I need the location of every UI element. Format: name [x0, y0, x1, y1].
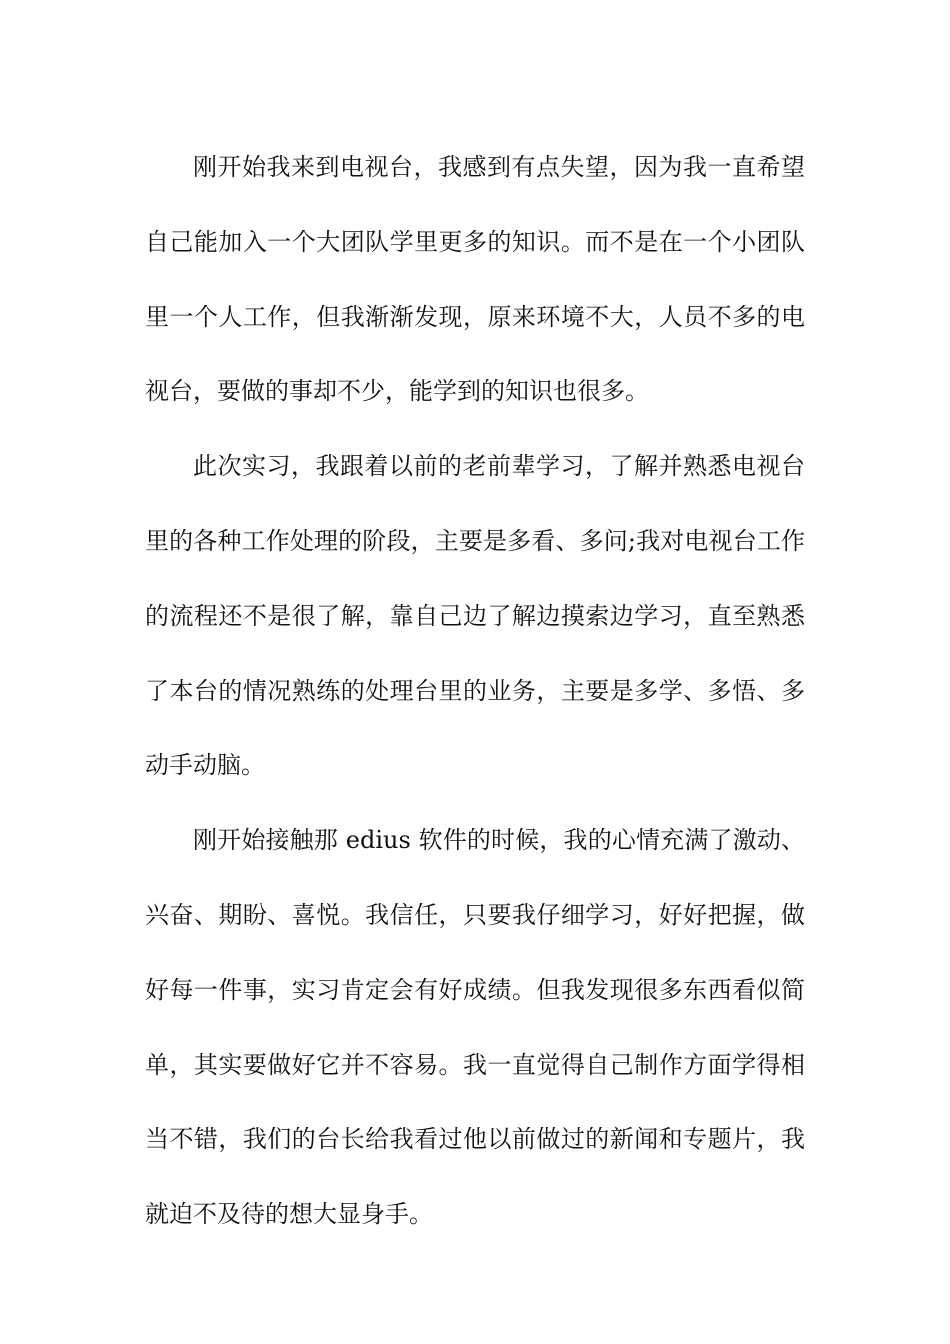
- paragraph-line: 视台，要做的事却不少，能学到的知识也很多。: [145, 377, 649, 406]
- paragraph-line: 单，其实要做好它并不容易。我一直觉得自己制作方面学得相: [145, 1050, 805, 1079]
- paragraph-line: 就迫不及待的想大显身手。: [145, 1200, 433, 1229]
- paragraph-line: 此次实习，我跟着以前的老前辈学习，了解并熟悉电视台: [193, 452, 805, 481]
- paragraph-line: 刚开始接触那 edius 软件的时候，我的心情充满了激动、: [193, 826, 805, 855]
- document-body: [145, 130, 805, 1252]
- paragraph-line: 兴奋、期盼、喜悦。我信任，只要我仔细学习，好好把握，做: [145, 900, 805, 929]
- paragraph-line: 自己能加入一个大团队学里更多的知识。而不是在一个小团队: [145, 227, 805, 256]
- paragraph-line: 好每一件事，实习肯定会有好成绩。但我发现很多东西看似简: [145, 975, 805, 1004]
- paragraph-line: 的流程还不是很了解，靠自己边了解边摸索边学习，直至熟悉: [145, 601, 805, 630]
- paragraph-3: [145, 803, 805, 1252]
- paragraph-2: [145, 429, 805, 803]
- paragraph-line: 刚开始我来到电视台，我感到有点失望，因为我一直希望: [193, 153, 805, 181]
- paragraph-line: 当不错，我们的台长给我看过他以前做过的新闻和专题片，我: [145, 1125, 805, 1154]
- paragraph-line: 了本台的情况熟练的处理台里的业务，主要是多学、多悟、多: [145, 676, 805, 705]
- paragraph-line: 动手动脑。: [145, 751, 265, 780]
- paragraph-1: [145, 130, 805, 429]
- paragraph-line: 里的各种工作处理的阶段，主要是多看、多问;我对电视台工作: [145, 526, 805, 555]
- paragraph-line: 里一个人工作，但我渐渐发现，原来环境不大，人员不多的电: [145, 302, 805, 331]
